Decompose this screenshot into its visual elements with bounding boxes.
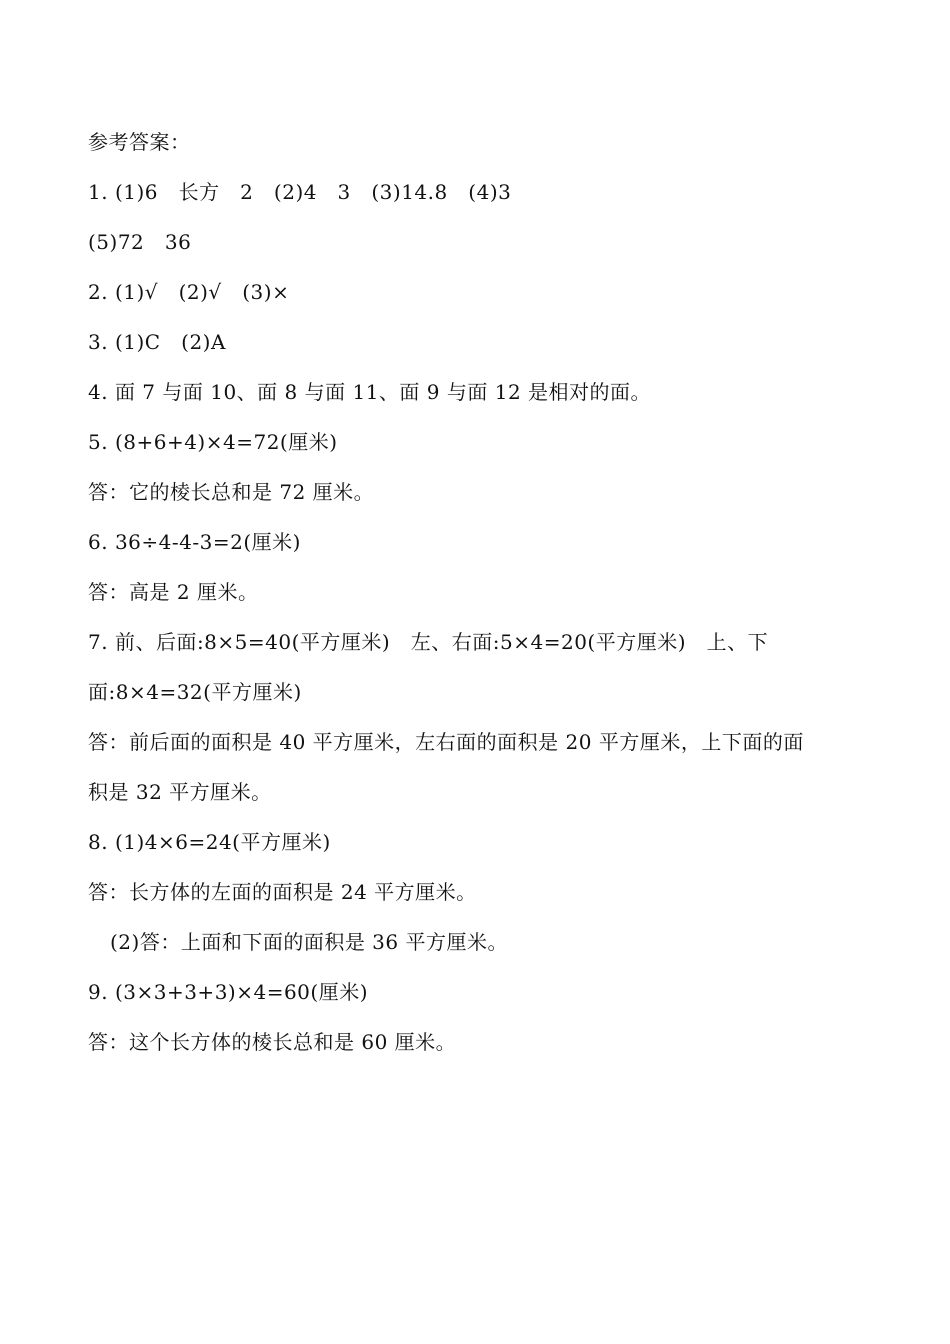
answer-line: 答：这个长方体的棱长总和是 60 厘米。: [88, 1030, 457, 1054]
answer-line: 答：前后面的面积是 40 平方厘米，左右面的面积是 20 平方厘米，上下面的面: [88, 730, 804, 754]
answer-line: 9. (3×3+3+3)×4=60(厘米): [88, 980, 369, 1004]
answer-line: 4. 面 7 与面 10、面 8 与面 11、面 9 与面 12 是相对的面。: [88, 380, 652, 404]
answer-line: 6. 36÷4-4-3=2(厘米): [88, 530, 301, 554]
answer-line: 8. (1)4×6=24(平方厘米): [88, 830, 331, 854]
answer-heading: 参考答案：: [88, 130, 191, 154]
answer-line: 面:8×4=32(平方厘米): [88, 680, 302, 704]
answer-line: 积是 32 平方厘米。: [88, 780, 272, 804]
answer-line: 2. (1)√ (2)√ (3)×: [88, 280, 290, 304]
answer-line: (2)答：上面和下面的面积是 36 平方厘米。: [110, 930, 508, 954]
answer-line: 答：它的棱长总和是 72 厘米。: [88, 480, 375, 504]
answer-line: (5)72 36: [88, 230, 192, 254]
answer-line: 7. 前、后面:8×5=40(平方厘米) 左、右面:5×4=20(平方厘米) 上、下: [88, 630, 769, 654]
answer-line: 5. (8+6+4)×4=72(厘米): [88, 430, 338, 454]
answer-line: 3. (1)C (2)A: [88, 330, 226, 354]
answer-line: 答：高是 2 厘米。: [88, 580, 259, 604]
answer-line: 答：长方体的左面的面积是 24 平方厘米。: [88, 880, 477, 904]
answer-line: 1. (1)6 长方 2 (2)4 3 (3)14.8 (4)3: [88, 180, 512, 204]
